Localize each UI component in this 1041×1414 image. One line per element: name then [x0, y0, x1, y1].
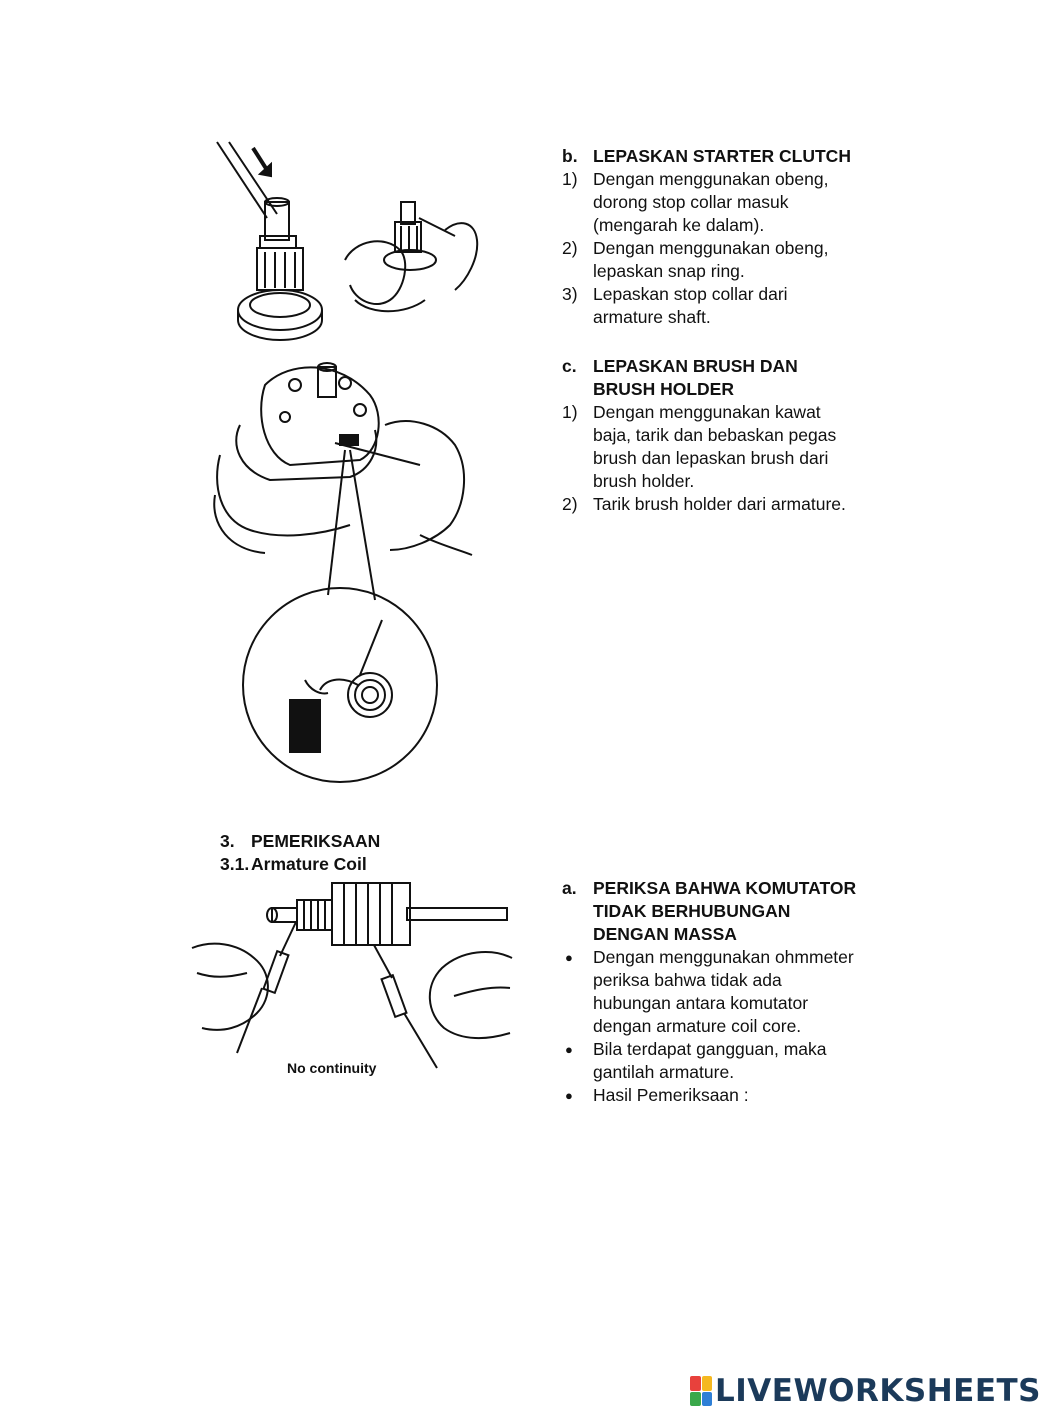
list-item: [562, 168, 862, 237]
bullet-icon: ●: [565, 1042, 573, 1057]
step-number: 2): [562, 238, 578, 258]
step-number: 3): [562, 284, 578, 304]
section-a-heading: [562, 877, 862, 946]
section-c-heading: [562, 355, 862, 401]
list-item: [562, 283, 862, 329]
subsection-number: 3.1.: [220, 854, 250, 874]
section-number: 3.: [220, 831, 235, 851]
bullet-text: Hasil Pemeriksaan :: [593, 1085, 749, 1105]
logo-square: [702, 1376, 713, 1391]
bullet-text: Dengan menggunakan ohmmeter periksa bahwa tidak ada hubungan antara komutator dengan armature coil core.: [593, 947, 854, 1036]
logo-mark-icon: [690, 1376, 712, 1406]
list-item: [562, 946, 862, 1038]
starter-clutch-illustration: [205, 140, 495, 360]
section-c-marker: c.: [562, 356, 577, 376]
list-item: [562, 493, 862, 516]
step-text: Dengan menggunakan obeng, dorong stop collar masuk (mengarah ke dalam).: [593, 169, 829, 235]
step-number: 2): [562, 494, 578, 514]
section-b-heading: [562, 145, 862, 168]
no-continuity-caption: No continuity: [287, 1060, 377, 1076]
step-text: Dengan menggunakan obeng, lepaskan snap ring.: [593, 238, 829, 281]
list-item: [562, 1038, 862, 1084]
section-c: [562, 355, 862, 516]
logo-text: LIVEWORKSHEETS: [715, 1373, 1041, 1409]
section-a-title: PERIKSA BAHWA KOMUTATOR TIDAK BERHUBUNGAN DENGAN MASSA: [593, 878, 857, 944]
logo-square: [690, 1376, 701, 1391]
step-text: Lepaskan stop collar dari armature shaft.: [593, 284, 788, 327]
step-text: Tarik brush holder dari armature.: [593, 494, 846, 514]
bullet-text: Bila terdapat gangguan, maka gantilah armature.: [593, 1039, 827, 1082]
section-a: [562, 877, 862, 1107]
step-text: Dengan menggunakan kawat baja, tarik dan bebaskan pegas brush dan lepaskan brush dari brush holder.: [593, 402, 837, 491]
bullet-icon: ●: [565, 950, 573, 965]
list-item: [562, 1084, 862, 1107]
list-item: [562, 401, 862, 493]
section-b: [562, 145, 862, 329]
pemeriksaan-heading: [220, 830, 380, 876]
logo-square: [690, 1392, 701, 1407]
step-number: 1): [562, 402, 578, 422]
brush-holder-illustration: [210, 355, 510, 785]
section-a-marker: a.: [562, 878, 577, 898]
liveworksheets-logo: [690, 1374, 1041, 1408]
subsection-title: Armature Coil: [251, 854, 367, 874]
section-c-title: LEPASKAN BRUSH DAN BRUSH HOLDER: [593, 356, 798, 399]
section-b-title: LEPASKAN STARTER CLUTCH: [593, 146, 851, 166]
list-item: [562, 237, 862, 283]
bullet-icon: ●: [565, 1088, 573, 1103]
armature-test-illustration: [192, 878, 512, 1078]
step-number: 1): [562, 169, 578, 189]
logo-square: [702, 1392, 713, 1407]
section-title: PEMERIKSAAN: [251, 831, 381, 851]
section-b-marker: b.: [562, 146, 578, 166]
